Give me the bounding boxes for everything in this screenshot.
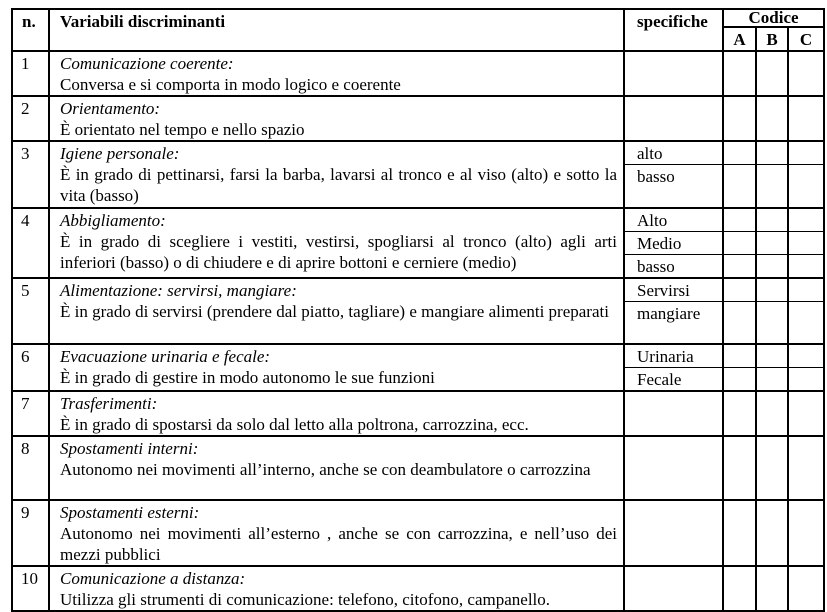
variable-cell — [49, 566, 624, 611]
code-cell-c — [788, 436, 824, 500]
variable-title: Alimentazione: servirsi, mangiare: — [60, 280, 297, 300]
row-number: 2 — [12, 96, 49, 141]
code-cell-a — [723, 344, 756, 368]
code-cell-c — [788, 165, 824, 208]
specifics-cell: mangiare — [624, 301, 723, 344]
variable-description: Autonomo nei movimenti all’esterno , anche se con carrozzina, e nell’uso dei mezzi pubblici — [60, 524, 617, 564]
row-number: 10 — [12, 566, 49, 611]
header-code-c: C — [788, 27, 824, 51]
table-row — [12, 436, 824, 500]
variable-description: È in grado di spostarsi da solo dal letto alla poltrona, carrozzina, ecc. — [60, 415, 529, 434]
code-cell-c — [788, 566, 824, 611]
code-cell-c — [788, 368, 824, 392]
specifics-cell: Servirsi — [624, 278, 723, 302]
code-cell-a — [723, 254, 756, 278]
header-code: Codice — [723, 9, 824, 27]
row-number: 6 — [12, 344, 49, 391]
specifics-cell: Fecale — [624, 368, 723, 392]
specifics-cell — [624, 500, 723, 566]
specifics-cell — [624, 436, 723, 500]
code-cell-a — [723, 301, 756, 344]
header-code-a: A — [723, 27, 756, 51]
code-cell-b — [756, 208, 788, 232]
variable-title: Igiene personale: — [60, 144, 180, 163]
code-cell-b — [756, 96, 788, 141]
variable-cell — [49, 51, 624, 96]
variable-title: Trasferimenti: — [60, 394, 158, 413]
table-row — [12, 96, 824, 141]
table-row — [12, 208, 824, 232]
code-cell-b — [756, 165, 788, 208]
code-cell-c — [788, 254, 824, 278]
table-row — [12, 51, 824, 96]
discriminant-variables-table — [11, 8, 825, 612]
code-cell-b — [756, 254, 788, 278]
specifics-cell: Alto — [624, 208, 723, 232]
variable-cell — [49, 96, 624, 141]
code-cell-a — [723, 391, 756, 436]
code-cell-b — [756, 391, 788, 436]
code-cell-c — [788, 301, 824, 344]
code-cell-b — [756, 368, 788, 392]
specifics-cell: basso — [624, 254, 723, 278]
variable-title: Evacuazione urinaria e fecale: — [60, 347, 271, 366]
code-cell-b — [756, 344, 788, 368]
row-number: 1 — [12, 51, 49, 96]
row-number: 3 — [12, 141, 49, 208]
variable-cell — [49, 278, 624, 345]
header-specifics: specifiche — [624, 9, 723, 51]
variable-description: Autonomo nei movimenti all’interno, anche se con deambulatore o carrozzina — [60, 460, 591, 479]
code-cell-b — [756, 231, 788, 254]
code-cell-b — [756, 141, 788, 165]
table-row — [12, 278, 824, 302]
code-cell-b — [756, 301, 788, 344]
code-cell-a — [723, 368, 756, 392]
table-row — [12, 344, 824, 368]
row-number: 7 — [12, 391, 49, 436]
header-number: n. — [12, 9, 49, 51]
variable-description: È in grado di gestire in modo autonomo le sue funzioni — [60, 368, 435, 387]
variable-cell — [49, 344, 624, 391]
specifics-cell: Medio — [624, 231, 723, 254]
code-cell-b — [756, 566, 788, 611]
code-cell-c — [788, 344, 824, 368]
code-cell-a — [723, 500, 756, 566]
variable-cell — [49, 500, 624, 566]
specifics-cell — [624, 391, 723, 436]
variable-cell — [49, 391, 624, 436]
variable-title: Spostamenti esterni: — [60, 503, 200, 522]
variable-description: È in grado di scegliere i vestiti, vestirsi, spogliarsi al tronco (alto) agli arti inferiori (basso) o di chiudere e di aprire bottoni e cerniere (medio) — [60, 231, 617, 272]
code-cell-a — [723, 96, 756, 141]
variable-description: È in grado di pettinarsi, farsi la barba, lavarsi al tronco e al viso (alto) e sotto la vita (basso) — [60, 165, 617, 205]
variable-description: È in grado di servirsi (prendere dal piatto, tagliare) e mangiare alimenti preparati — [60, 301, 609, 321]
specifics-cell — [624, 51, 723, 96]
code-cell-a — [723, 231, 756, 254]
code-cell-b — [756, 500, 788, 566]
variable-description: È orientato nel tempo e nello spazio — [60, 120, 305, 139]
row-number: 4 — [12, 208, 49, 278]
code-cell-c — [788, 51, 824, 96]
specifics-cell: Urinaria — [624, 344, 723, 368]
variable-description: Utilizza gli strumenti di comunicazione: telefono, citofono, campanello. — [60, 590, 551, 609]
table-row — [12, 391, 824, 436]
code-cell-a — [723, 141, 756, 165]
code-cell-c — [788, 278, 824, 302]
specifics-cell — [624, 566, 723, 611]
code-cell-a — [723, 436, 756, 500]
table-row — [12, 500, 824, 566]
code-cell-c — [788, 391, 824, 436]
code-cell-a — [723, 208, 756, 232]
header-code-b: B — [756, 27, 788, 51]
variable-cell — [49, 436, 624, 500]
code-cell-a — [723, 566, 756, 611]
variable-title: Abbigliamento: — [60, 210, 166, 230]
table-row — [12, 566, 824, 611]
variable-cell — [49, 208, 624, 278]
row-number: 9 — [12, 500, 49, 566]
code-cell-a — [723, 278, 756, 302]
code-cell-a — [723, 165, 756, 208]
code-cell-b — [756, 436, 788, 500]
specifics-cell: alto — [624, 141, 723, 165]
code-cell-c — [788, 141, 824, 165]
code-cell-c — [788, 500, 824, 566]
code-cell-c — [788, 96, 824, 141]
code-cell-c — [788, 231, 824, 254]
code-cell-b — [756, 278, 788, 302]
specifics-cell: basso — [624, 165, 723, 208]
variable-cell — [49, 141, 624, 208]
row-number: 5 — [12, 278, 49, 345]
code-cell-a — [723, 51, 756, 96]
variable-title: Spostamenti interni: — [60, 439, 199, 458]
header-variables: Variabili discriminanti — [49, 9, 624, 51]
variable-title: Comunicazione coerente: — [60, 54, 234, 73]
table-header — [12, 9, 824, 51]
variable-title: Comunicazione a distanza: — [60, 569, 246, 588]
code-cell-c — [788, 208, 824, 232]
code-cell-b — [756, 51, 788, 96]
row-number: 8 — [12, 436, 49, 500]
variable-description: Conversa e si comporta in modo logico e coerente — [60, 75, 401, 94]
specifics-cell — [624, 96, 723, 141]
table-row — [12, 141, 824, 165]
variable-title: Orientamento: — [60, 99, 161, 118]
